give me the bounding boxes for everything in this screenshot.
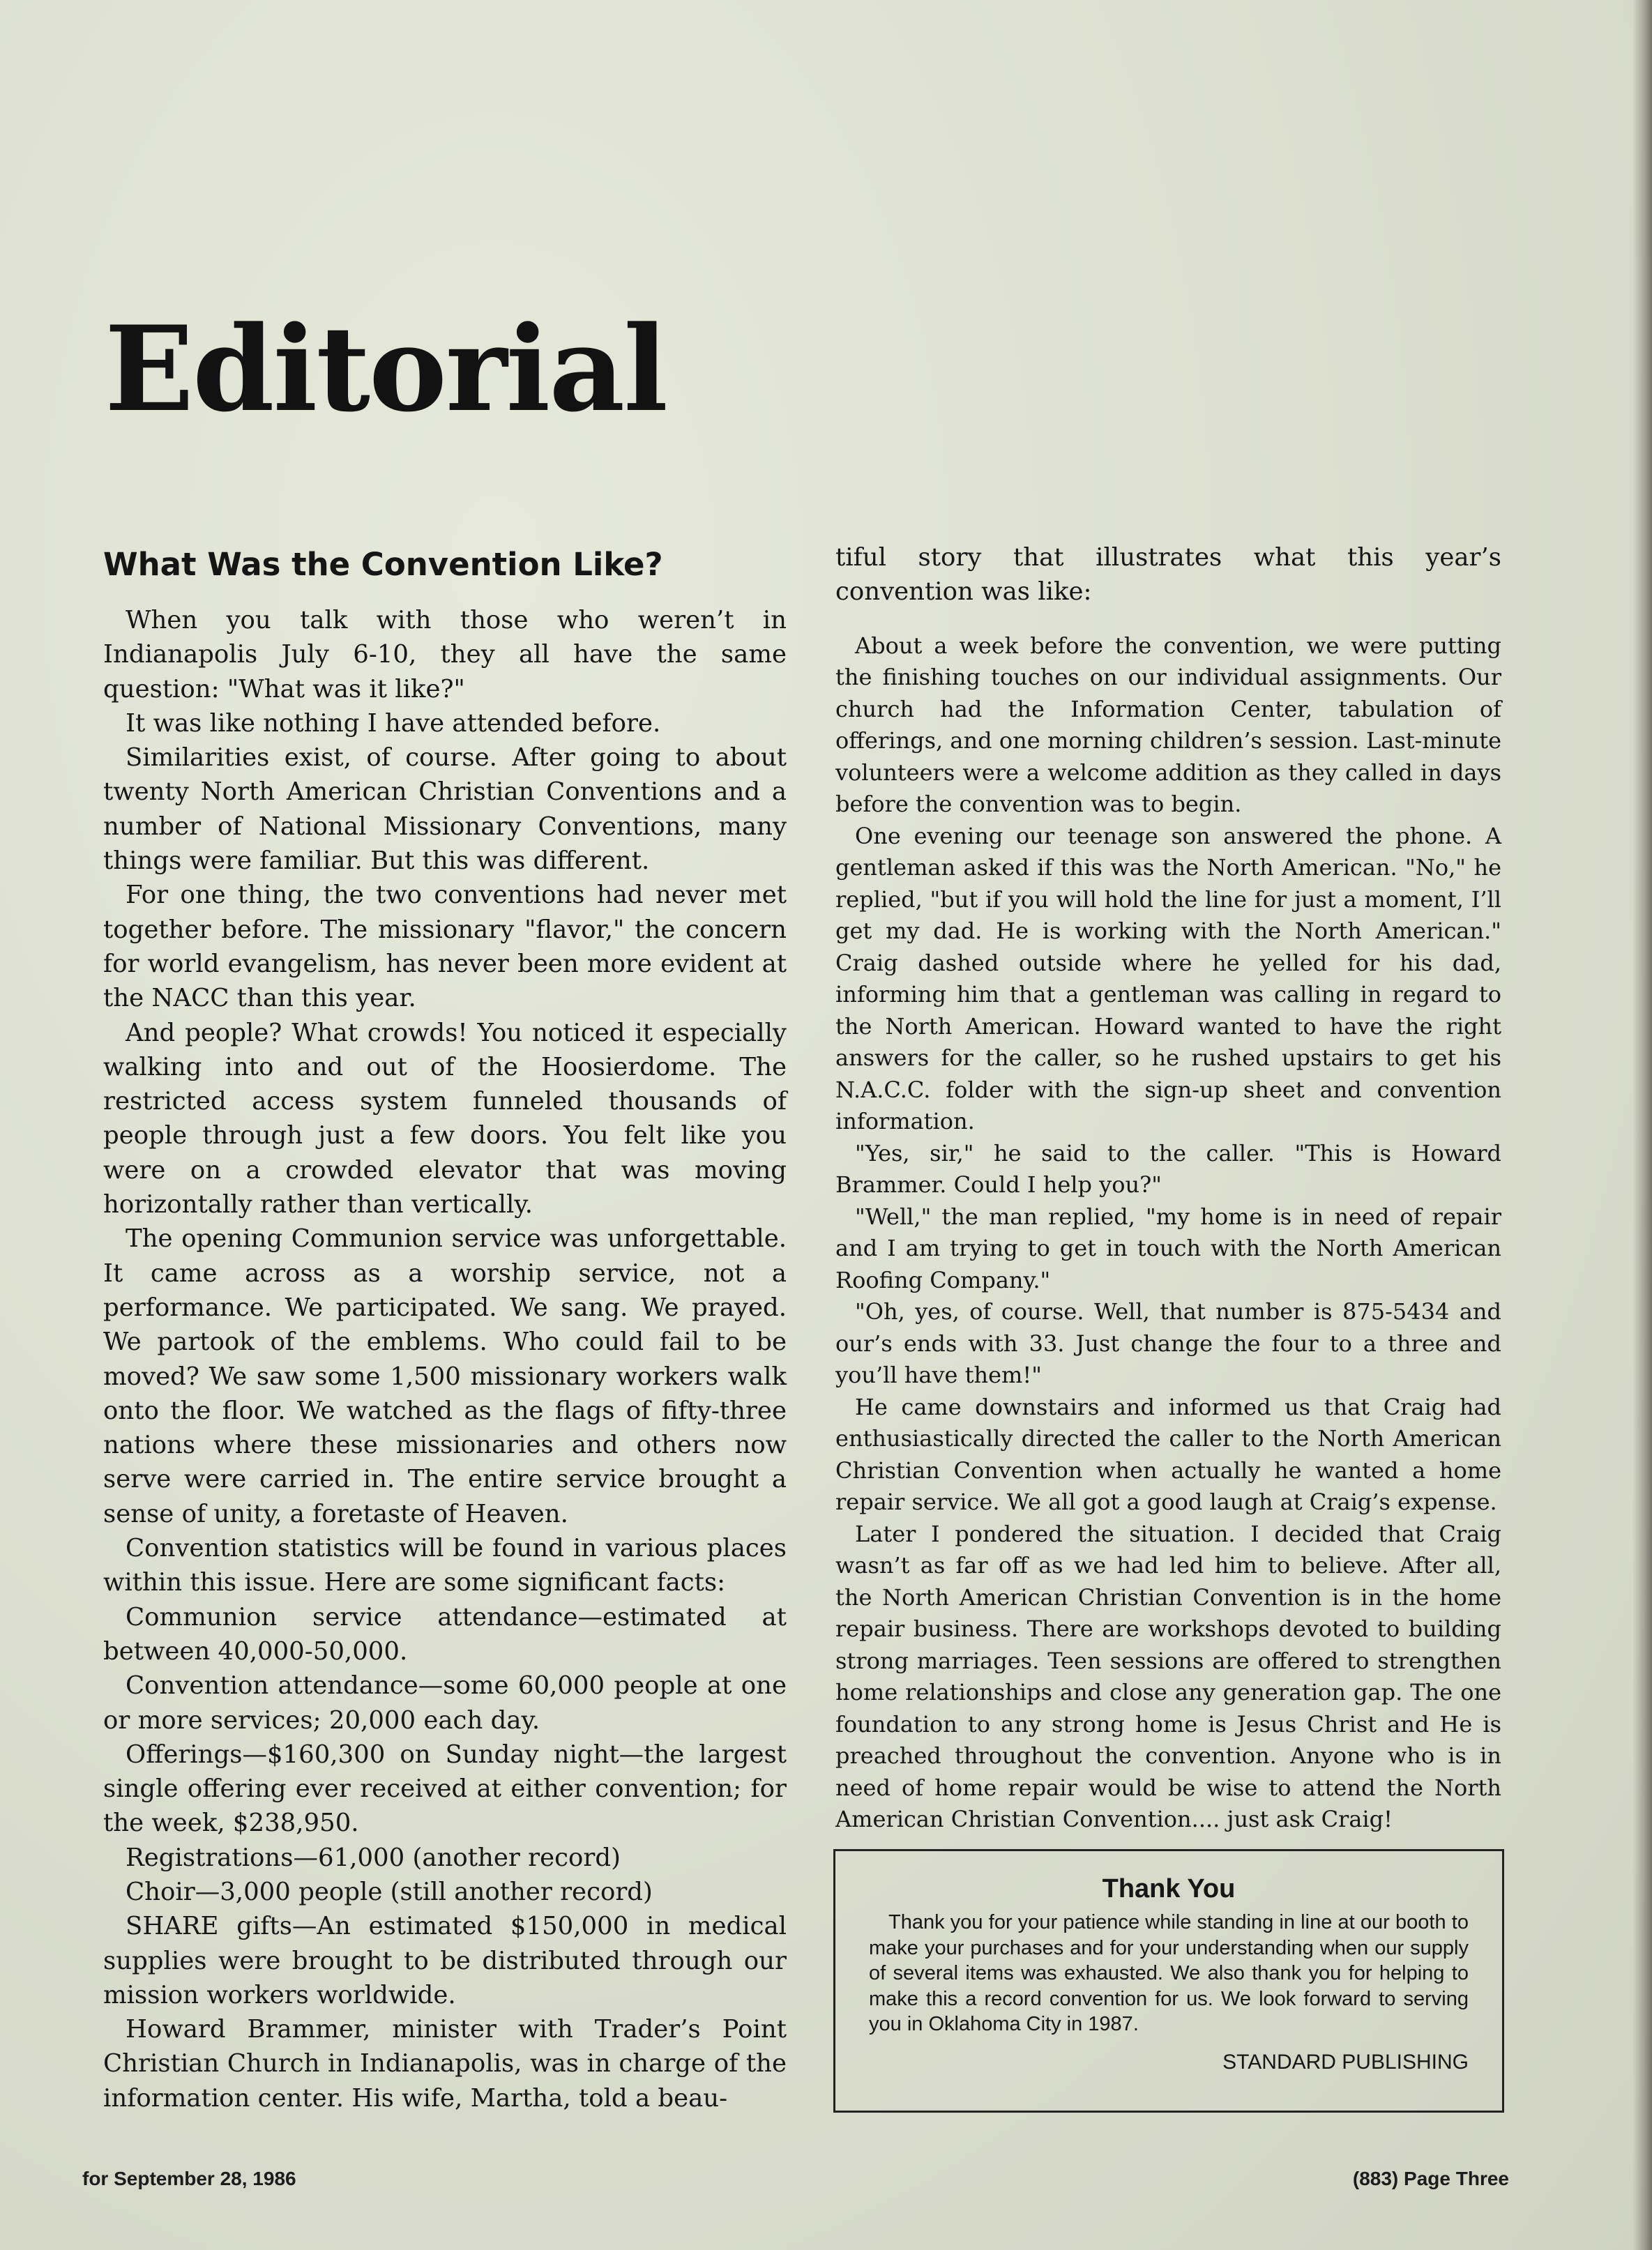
statistic-choir: Choir—3,000 people (still another record): [126, 1877, 653, 1906]
article-paragraph: Convention statistics will be found in various places within this issue. Here are some significant facts:: [103, 1534, 787, 1597]
right-column: [835, 540, 1501, 1836]
article-continuation: tiful story that illustrates what this year’s convention was like:: [835, 543, 1501, 607]
thank-you-body: Thank you for your patience while standing in line at our booth to make your purchases and for your understanding when our supply of several items was exhausted. We also thank you for helping to make this a record convention for us. We look forward to serving you in Oklahoma City in 1987.: [869, 1911, 1469, 2035]
thank-you-box: [833, 1849, 1504, 2113]
thank-you-signature: STANDARD PUBLISHING: [1222, 2050, 1469, 2074]
story-paragraph: "Yes, sir," he said to the caller. "This is Howard Brammer. Could I help you?": [835, 1139, 1501, 1199]
article-paragraph: It was like nothing I have attended before.: [126, 708, 661, 738]
masthead-title: Editorial: [105, 300, 667, 438]
story-paragraph: He came downstairs and informed us that Craig had enthusiastically directed the caller to the North American Christian Convention when actually he wanted a home repair service. We all got a good laugh at Craig’s expense.: [835, 1393, 1501, 1516]
story-paragraph: About a week before the convention, we were putting the finishing touches on our individual assignments. Our church had the Information Center, tabulation of offerings, and one morning children’s session. Last-minute volunteers were a welcome addition as they called in days before the convention was to begin.: [835, 632, 1501, 818]
statistic-registrations: Registrations—61,000 (another record): [126, 1843, 621, 1872]
left-column: [103, 540, 787, 2115]
story-paragraph: "Well," the man replied, "my home is in need of repair and I am trying to get in touch with the North American Roofing Company.": [835, 1203, 1501, 1293]
quoted-story: [835, 630, 1501, 1836]
story-paragraph: One evening our teenage son answered the phone. A gentleman asked if this was the North American. "No," he replied, "but if you will hold the line for just a moment, I’ll get my dad. He is working with the North American." Craig dashed outside where he yelled for his dad, informing him that a gentleman was calling in regard to the North American. Howard wanted to have the right answers for the caller, so he rushed upstairs to get his N.A.C.C. folder with the sign-up sheet and convention information.: [835, 822, 1501, 1135]
article-paragraph: Howard Brammer, minister with Trader’s Point Christian Church in Indianapolis, was in charge of the information center. His wife, Martha, told a beau-: [103, 2015, 787, 2113]
story-paragraph: "Oh, yes, of course. Well, that number is 875-5434 and our’s ends with 33. Just change the four to a three and you’ll have them!": [835, 1298, 1501, 1389]
article-paragraph: The opening Communion service was unforgettable. It came across as a worship service, not a performance. We participated. We sang. We prayed. We partook of the emblems. Who could fail to be moved? We saw some 1,500 missionary workers walk onto the floor. We watched as the flags of fifty-three nations where these missionaries and others now serve were carried in. The entire service brought a sense of unity, a foretaste of Heaven.: [103, 1224, 787, 1528]
article-paragraph: For one thing, the two conventions had never met together before. The missionary "flavor," the concern for world evangelism, has never been more evident at the NACC than this year.: [103, 881, 787, 1013]
page-edge-shadow: [1632, 0, 1652, 2250]
article-paragraph: Similarities exist, of course. After going to about twenty North American Christian Conventions and a number of National Missionary Conventions, many things were familiar. But this was different.: [103, 743, 787, 876]
article-paragraph: When you talk with those who weren’t in Indianapolis July 6-10, they all have the same question: "What was it like?": [103, 606, 787, 704]
article-title: What Was the Convention Like?: [103, 546, 663, 583]
article-paragraph: And people? What crowds! You noticed it especially walking into and out of the Hoosierdome. The restricted access system funneled thousands of people through just a few doors. You felt like you were on a crowded elevator that was moving horizontally rather than vertically.: [103, 1018, 787, 1219]
statistic-offerings: Offerings—$160,300 on Sunday night—the largest single offering ever received at either convention; for the week, $238,950.: [103, 1740, 787, 1838]
thank-you-title: Thank You: [1102, 1874, 1236, 1903]
statistic-attendance: Convention attendance—some 60,000 people at one or more services; 20,000 each day.: [103, 1671, 787, 1735]
footer-issue-date: for September 28, 1986: [82, 2168, 296, 2189]
statistic-share-gifts: SHARE gifts—An estimated $150,000 in medical supplies were brought to be distributed through our mission workers worldwide.: [103, 1912, 787, 2009]
footer-page-number: (883) Page Three: [1352, 2168, 1509, 2189]
story-paragraph: Later I pondered the situation. I decided that Craig wasn’t as far off as we had led him to believe. After all, the North American Christian Convention is in the home repair business. There are workshops devoted to building strong marriages. Teen sessions are offered to strengthen home relationships and close any generation gap. The one foundation to any strong home is Jesus Christ and He is preached throughout the convention. Anyone who is in need of home repair would be wise to attend the North American Christian Convention.... just ask Craig!: [835, 1520, 1501, 1833]
statistic-communion: Communion service attendance—estimated at between 40,000-50,000.: [103, 1602, 787, 1666]
